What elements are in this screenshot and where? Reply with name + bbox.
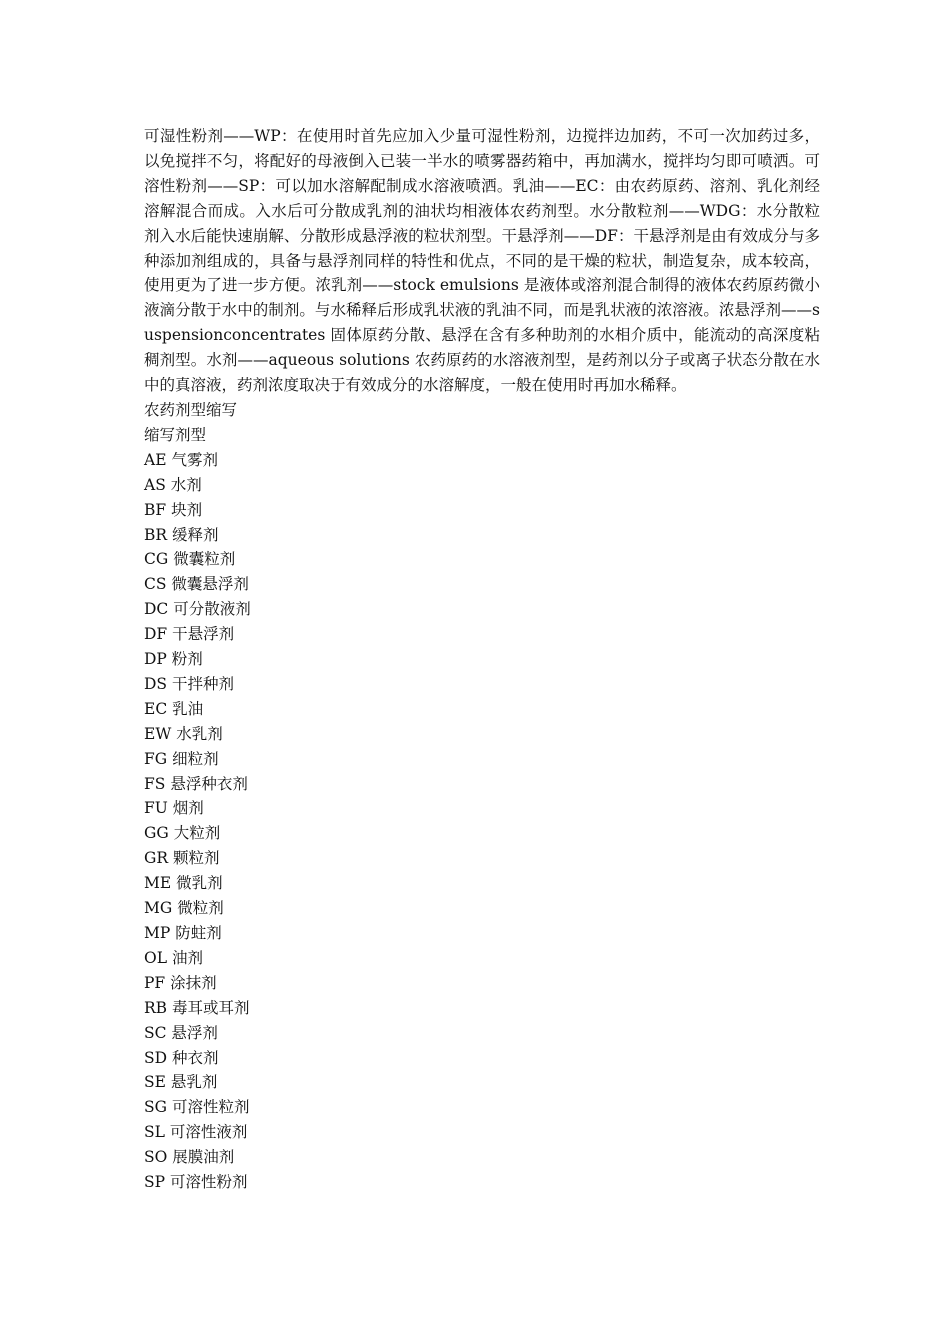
formulation-name: 细粒剂 — [172, 749, 219, 768]
abbreviation-code: BF — [144, 500, 167, 519]
abbreviation-code: CS — [144, 575, 167, 594]
list-item — [144, 547, 820, 572]
abbreviation-code: DC — [144, 600, 169, 619]
abbreviation-code: ME — [144, 874, 172, 893]
list-item — [144, 747, 820, 772]
list-item — [144, 622, 820, 647]
formulation-name: 块剂 — [171, 500, 203, 519]
abbreviation-code: SO — [144, 1148, 168, 1167]
list-item — [144, 523, 820, 548]
formulation-name: 粉剂 — [171, 650, 203, 669]
abbreviation-code: PF — [144, 973, 166, 992]
list-item — [144, 697, 820, 722]
formulation-name: 水剂 — [170, 475, 202, 494]
formulation-name: 种衣剂 — [171, 1048, 219, 1067]
list-item — [144, 597, 820, 622]
formulation-name: 毒耳或耳剂 — [172, 998, 250, 1017]
formulation-name: 可溶性液剂 — [169, 1123, 248, 1142]
list-item — [144, 672, 820, 697]
formulation-name: 可溶性粉剂 — [170, 1173, 248, 1192]
intro-paragraph: 可湿性粉剂——WP：在使用时首先应加入少量可湿性粉剂，边搅拌边加药，不可一次加药过多，以免搅拌不匀，将配好的母液倒入已装一半水的喷雾器药箱中，再加满水，搅拌均匀即可喷洒。可溶性粉剂——SP：可以加水溶解配制成水溶液喷洒。乳油——EC：由农药原药、溶剂、乳化剂经溶解混合而成。入水后可分散成乳剂的油状均相液体农药剂型。水分散粒剂——WDG：水分散粒剂入水后能快速崩解、分散形成悬浮液的粒状剂型。干悬浮剂——DF：干悬浮剂是由有效成分与多种添加剂组成的，具备与悬浮剂同样的特性和优点，不同的是干燥的粒状，制造复杂，成本较高，使用更为了进一步方便。浓乳剂——stock emulsions 是液体或溶剂混合制得的液体农药原药微小液滴分散于水中的制剂。与水稀释后形成乳状液的乳油不同，而是乳状液的浓溶液。浓悬浮剂——suspensionconcentrates 固体原药分散、悬浮在含有多种助剂的水相介质中，能流动的高深度粘稠剂型。水剂——aqueous solutions 农药原药的水溶液剂型，是药剂以分子或离子状态分散在水中的真溶液，药剂浓度取决于有效成分的水溶解度，一般在使用时再加水稀释。 — [144, 127, 820, 395]
abbreviation-code: SD — [144, 1048, 168, 1067]
formulation-name: 微囊悬浮剂 — [171, 575, 249, 594]
formulation-name: 颗粒剂 — [173, 849, 220, 868]
formulation-name: 干悬浮剂 — [172, 625, 235, 644]
abbreviation-code: BR — [144, 525, 168, 544]
abbreviation-code: SG — [144, 1098, 168, 1117]
abbreviation-code: RB — [144, 998, 168, 1017]
list-item — [144, 498, 820, 523]
formulation-name: 涂抹剂 — [170, 973, 217, 992]
abbreviation-code: SC — [144, 1023, 167, 1042]
abbreviation-code: EC — [144, 699, 168, 718]
abbreviation-code: GR — [144, 849, 169, 868]
abbreviation-code: GG — [144, 824, 169, 843]
list-item — [144, 971, 820, 996]
abbreviation-code: FS — [144, 774, 166, 793]
list-item — [144, 846, 820, 871]
list-item — [144, 921, 820, 946]
abbreviation-code: CG — [144, 550, 169, 569]
formulation-name: 微粒剂 — [177, 899, 224, 918]
abbreviation-code: AE — [144, 450, 167, 469]
list-item — [144, 473, 820, 498]
list-item — [144, 1120, 820, 1145]
abbreviation-code: AS — [144, 475, 166, 494]
list-item — [144, 1095, 820, 1120]
abbreviation-code: MG — [144, 899, 173, 918]
formulation-name: 微囊粒剂 — [173, 550, 236, 569]
column-header: 缩写剂型 — [144, 425, 207, 444]
formulation-name: 烟剂 — [172, 799, 204, 818]
formulation-name: 油剂 — [171, 948, 203, 967]
abbreviation-code: DP — [144, 650, 167, 669]
list-item — [144, 572, 820, 597]
list-item — [144, 996, 820, 1021]
abbreviation-code: MP — [144, 924, 171, 942]
list-item — [144, 796, 820, 821]
abbreviation-code: SP — [144, 1173, 166, 1192]
list-item — [144, 1170, 820, 1195]
formulation-name: 悬浮剂 — [171, 1023, 218, 1042]
list-item — [144, 1021, 820, 1046]
abbreviation-code: DF — [144, 625, 168, 644]
formulation-name: 悬乳剂 — [170, 1073, 218, 1092]
list-item — [144, 722, 820, 747]
abbreviation-code: EW — [144, 724, 172, 743]
formulation-name: 缓释剂 — [172, 525, 219, 544]
list-item — [144, 1145, 820, 1170]
formulation-name: 微乳剂 — [176, 874, 223, 893]
list-item — [144, 448, 820, 473]
abbreviation-code: DS — [144, 674, 168, 693]
list-item — [144, 772, 820, 797]
list-item — [144, 647, 820, 672]
list-item — [144, 1070, 820, 1095]
formulation-name: 展膜油剂 — [172, 1148, 235, 1167]
abbreviation-code: SE — [144, 1073, 166, 1092]
formulation-name: 可分散液剂 — [173, 600, 251, 619]
abbreviation-list — [144, 448, 820, 1195]
formulation-name: 乳油 — [172, 699, 204, 718]
abbreviation-code: FU — [144, 799, 168, 818]
list-item — [144, 896, 820, 921]
abbreviation-code: SL — [144, 1123, 165, 1142]
formulation-name: 干拌种剂 — [171, 674, 234, 693]
section-title: 农药剂型缩写 — [144, 400, 238, 419]
list-item — [144, 1046, 820, 1071]
list-item — [144, 821, 820, 846]
formulation-name: 防蛀剂 — [175, 924, 222, 942]
formulation-name: 气雾剂 — [171, 450, 218, 469]
list-item — [144, 871, 820, 896]
formulation-name: 悬浮种衣剂 — [170, 774, 248, 793]
abbreviation-code: FG — [144, 749, 168, 768]
list-item — [144, 946, 820, 971]
document-body — [144, 124, 820, 1195]
formulation-name: 水乳剂 — [176, 724, 223, 743]
formulation-name: 大粒剂 — [173, 824, 221, 843]
formulation-name: 可溶性粒剂 — [171, 1098, 250, 1117]
abbreviation-code: OL — [144, 948, 168, 967]
